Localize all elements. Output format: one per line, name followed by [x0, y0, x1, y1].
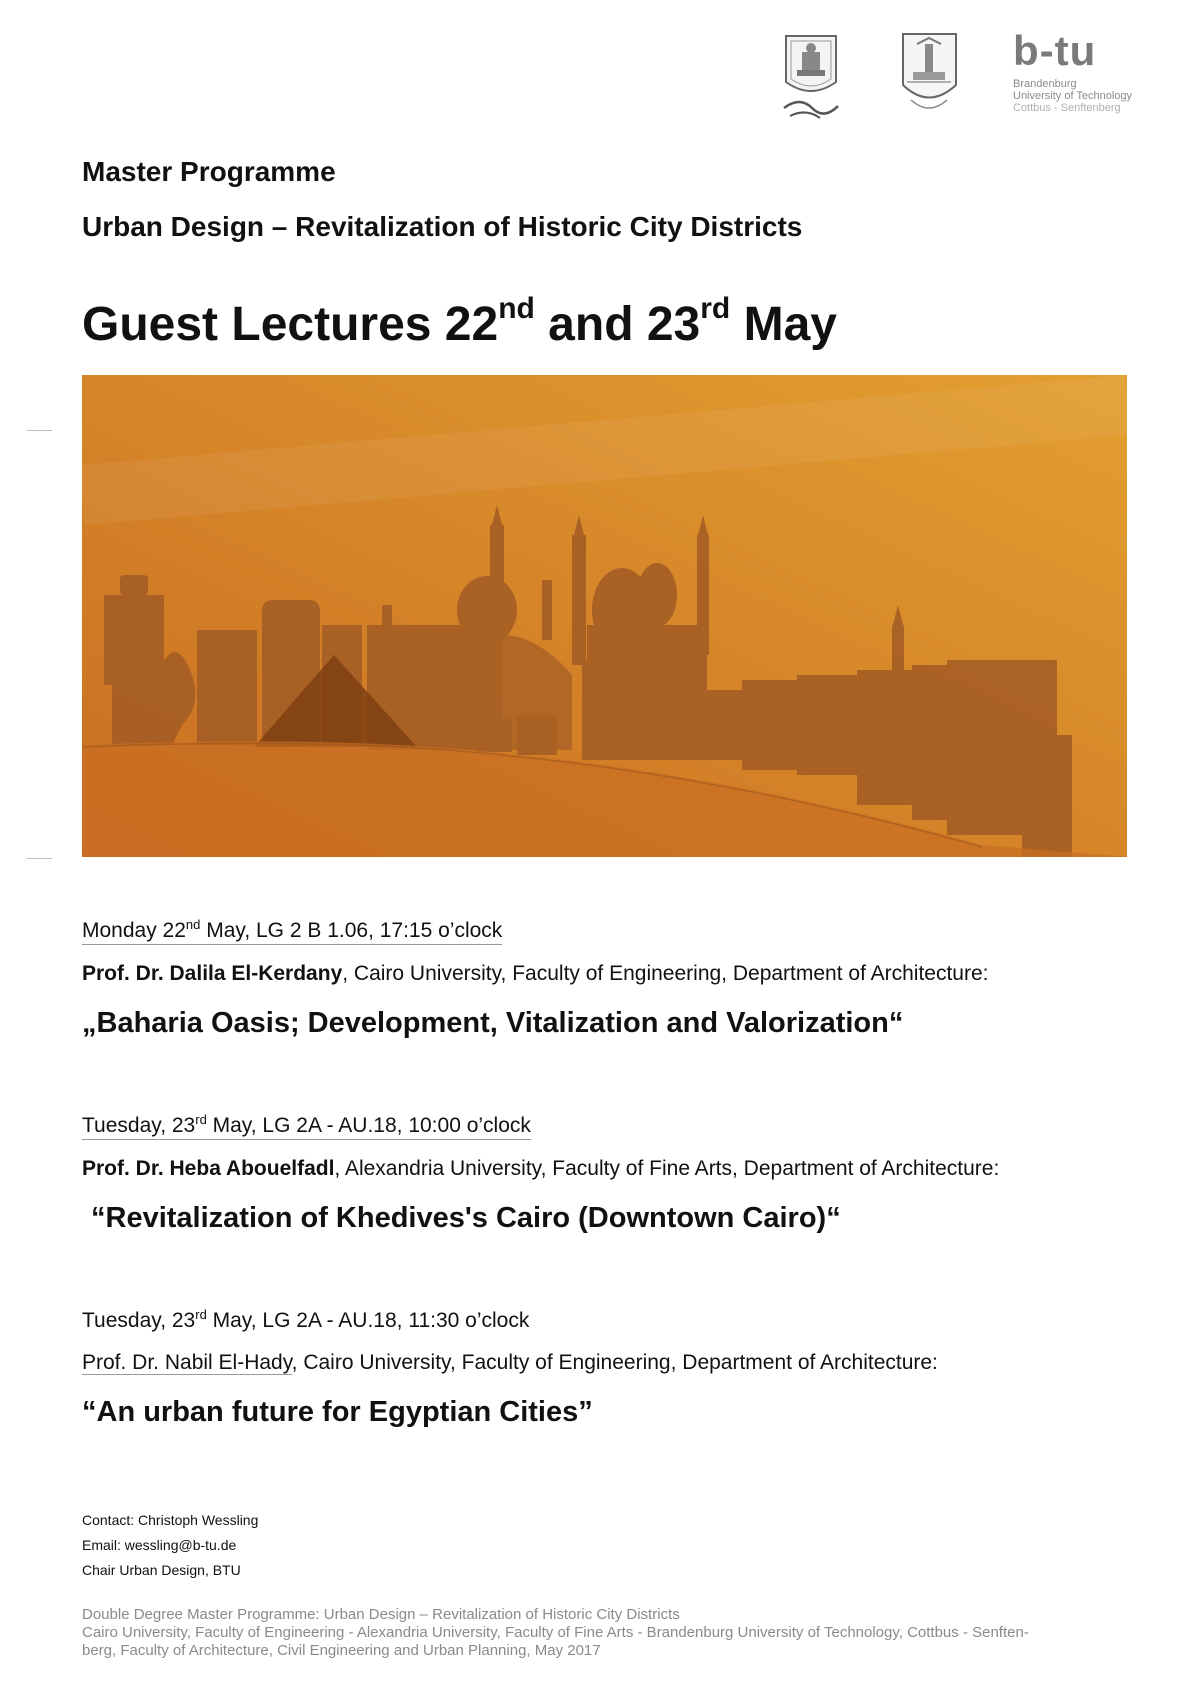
footer-line-2: Cairo University, Faculty of Engineering - Alexandria University, Faculty of Fine Arts - Brandenburg University of Technology, Cottbus - Senften- — [82, 1624, 1029, 1641]
partner-logos — [780, 27, 1160, 130]
lecture-1-details: May, LG 2 B 1.06, 17:15 o’clock — [200, 919, 503, 942]
lecture-3-speaker: Prof. Dr. Nabil El-Hady — [82, 1351, 292, 1374]
lecture-3-affiliation: , Cairo University, Faculty of Engineering, Department of Architecture: — [291, 1351, 938, 1374]
lecture-entry-3 — [82, 1308, 1142, 1430]
lecture-2-speaker-line — [82, 1156, 1142, 1182]
btu-line-2: University of Technology — [1013, 90, 1133, 102]
lecture-1-affiliation: , Cairo University, Faculty of Engineering, Department of Architecture: — [342, 962, 989, 985]
title-suffix: May — [730, 298, 837, 351]
programme-label: Master Programme — [82, 156, 336, 187]
lecture-2-speaker: Prof. Dr. Heba Abouelfadl — [82, 1157, 335, 1180]
lecture-2-affiliation: , Alexandria University, Faculty of Fine Arts, Department of Architecture: — [334, 1157, 1000, 1180]
lecture-2-schedule — [82, 1113, 531, 1140]
lecture-1-speaker: Prof. Dr. Dalila El-Kerdany — [82, 962, 343, 985]
lecture-1-day: Monday 22 — [82, 919, 186, 942]
btu-line-3: Cottbus - Senftenberg — [1013, 102, 1121, 114]
alexandria-university-logo — [897, 30, 962, 120]
footer-line-3: berg, Faculty of Architecture, Civil Engineering and Urban Planning, May 2017 — [82, 1642, 601, 1659]
btu-line-1: Brandenburg — [1013, 78, 1077, 90]
lecture-1-day-sup: nd — [185, 917, 201, 932]
contact-name: Contact: Christoph Wessling — [82, 1512, 259, 1528]
lecture-3-schedule — [82, 1308, 529, 1334]
cairo-skyline-banner — [82, 375, 1127, 857]
lecture-1-title: „Baharia Oasis; Development, Vitalization and Valorization“ — [82, 1007, 904, 1039]
lecture-2-title: “Revitalization of Khedives's Cairo (Downtown Cairo)“ — [91, 1202, 841, 1234]
margin-mark-top — [27, 430, 52, 431]
btu-wordmark: b-tu — [1013, 27, 1097, 74]
lecture-2-day: Tuesday, 23 — [82, 1114, 196, 1137]
cairo-university-logo — [780, 30, 842, 125]
page-title — [82, 292, 837, 355]
title-sup-2: rd — [700, 292, 731, 325]
lecture-3-speaker-line — [82, 1350, 1142, 1376]
btu-logo — [1013, 27, 1163, 130]
lecture-1-schedule — [82, 918, 502, 945]
programme-name: Urban Design – Revitalization of Historic City Districts — [82, 211, 803, 242]
contact-email: Email: wessling@b-tu.de — [82, 1537, 237, 1553]
title-prefix: Guest Lectures 22 — [82, 298, 499, 351]
lecture-2-details: May, LG 2A - AU.18, 10:00 o’clock — [206, 1114, 531, 1137]
lecture-1-speaker-line — [82, 961, 1142, 987]
lecture-3-title: “An urban future for Egyptian Cities” — [82, 1396, 593, 1428]
lecture-entry-1 — [82, 918, 1142, 1041]
lecture-2-day-sup: rd — [195, 1112, 207, 1127]
title-middle: and 23 — [534, 298, 701, 351]
margin-mark-bottom — [27, 858, 52, 859]
title-sup-1: nd — [498, 292, 535, 325]
lecture-3-day: Tuesday, 23 — [82, 1309, 196, 1332]
contact-block — [82, 1508, 258, 1583]
page-footer — [82, 1606, 1122, 1660]
footer-line-1: Double Degree Master Programme: Urban Design – Revitalization of Historic City Districts — [82, 1606, 680, 1623]
contact-chair: Chair Urban Design, BTU — [82, 1562, 241, 1578]
lecture-3-day-sup: rd — [195, 1307, 207, 1322]
lecture-entry-2 — [82, 1113, 1142, 1236]
lecture-3-details: May, LG 2A - AU.18, 11:30 o’clock — [206, 1309, 530, 1332]
